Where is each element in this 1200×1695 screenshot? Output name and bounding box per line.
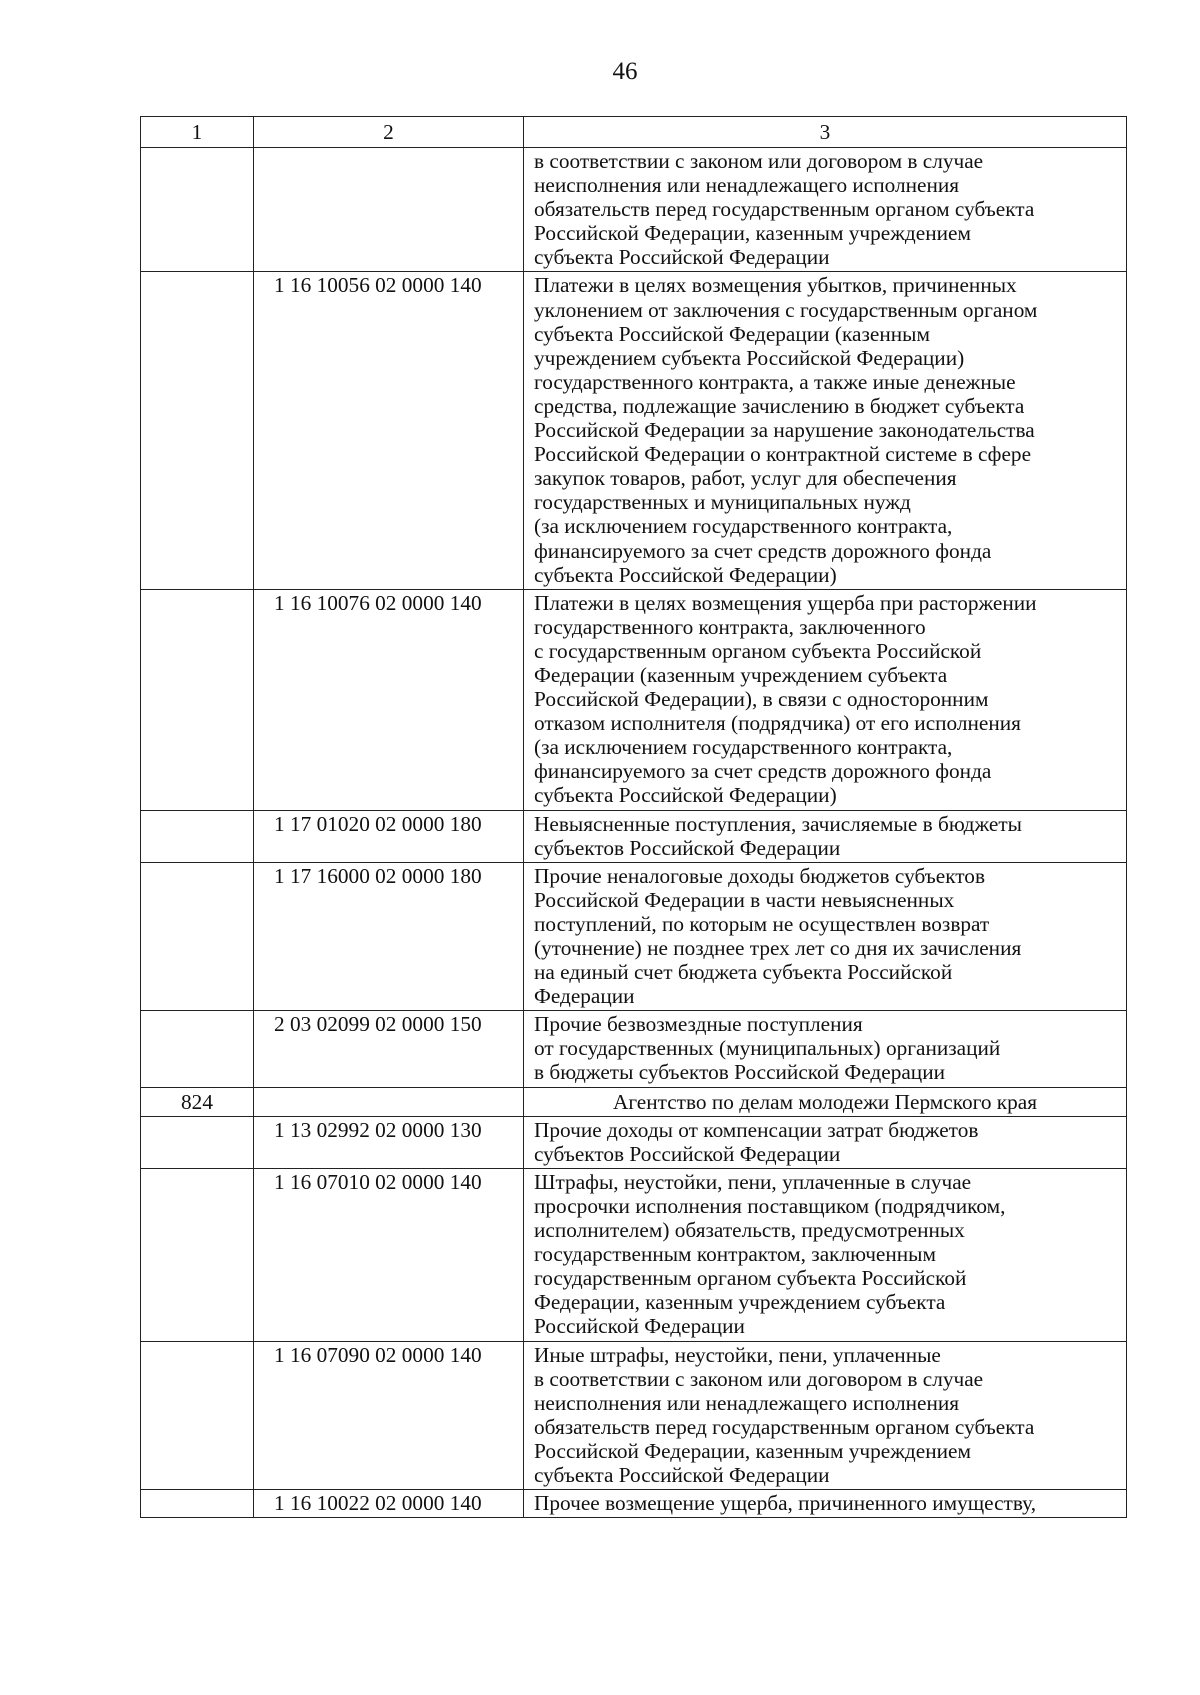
admin-code-cell: 824	[141, 1087, 254, 1116]
description-line: поступлений, по которым не осуществлен возврат	[534, 911, 990, 936]
description-line: государственного контракта, заключенного	[534, 614, 926, 639]
admin-code-cell	[141, 1116, 254, 1168]
table-row	[141, 1490, 1127, 1518]
description-line: (уточнение) не позднее трех лет со дня их зачисления	[534, 936, 1022, 960]
revenue-description-cell	[524, 148, 1127, 272]
description-line: Российской Федерации о контрактной системе в сфере	[534, 442, 1032, 467]
description-line: Невыясненные поступления, зачисляемые в бюджеты	[534, 811, 1022, 836]
revenue-code-cell	[254, 1087, 524, 1116]
admin-code-cell	[141, 272, 254, 589]
revenue-description-cell	[524, 862, 1127, 1011]
revenue-code-cell: 1 17 01020 02 0000 180	[254, 810, 524, 862]
description-line: государственного контракта, а также иные денежные	[534, 369, 1016, 394]
description-line: Прочие неналоговые доходы бюджетов субъектов	[534, 863, 986, 888]
table-row	[141, 810, 1127, 862]
revenue-code-cell: 1 16 10022 02 0000 140	[254, 1490, 524, 1518]
revenue-code-cell: 1 16 07010 02 0000 140	[254, 1168, 524, 1341]
revenue-description-cell	[524, 1168, 1127, 1341]
revenue-code-cell: 2 03 02099 02 0000 150	[254, 1011, 524, 1087]
description-line: Российской Федерации	[534, 1314, 745, 1339]
revenue-description-cell	[524, 589, 1127, 810]
description-line: закупок товаров, работ, услуг для обеспечения	[534, 466, 957, 491]
column-header-2: 2	[254, 117, 524, 148]
description-line: государственных и муниципальных нужд	[534, 490, 911, 515]
description-line: обязательств перед государственным органом субъекта	[534, 197, 1035, 222]
description-line: неисполнения или ненадлежащего исполнения	[534, 1390, 960, 1415]
revenue-description-cell	[524, 810, 1127, 862]
admin-code-cell	[141, 1168, 254, 1341]
budget-revenue-table	[140, 116, 1127, 1518]
table-row	[141, 1011, 1127, 1087]
admin-code-cell	[141, 1490, 254, 1518]
description-line: субъекта Российской Федерации (казенным	[534, 321, 930, 346]
table-header-row	[141, 117, 1127, 148]
description-line: Прочие доходы от компенсации затрат бюджетов	[534, 1117, 979, 1142]
admin-code-cell	[141, 1011, 254, 1087]
table-row	[141, 1087, 1127, 1116]
description-line: субъекта Российской Федерации	[534, 1462, 830, 1487]
admin-code-cell	[141, 862, 254, 1011]
revenue-description-cell	[524, 1011, 1127, 1087]
description-line: государственным контрактом, заключенным	[534, 1242, 936, 1267]
description-line: средства, подлежащие зачислению в бюджет субъекта	[534, 393, 1025, 418]
description-line: в соответствии с законом или договором в случае	[534, 1366, 984, 1391]
description-line: Штрафы, неустойки, пени, уплаченные в случае	[534, 1169, 972, 1194]
description-line: в соответствии с законом или договором в случае	[534, 149, 984, 173]
administrator-name-cell: Агентство по делам молодежи Пермского края	[524, 1087, 1127, 1116]
table-body	[141, 148, 1127, 1518]
description-line: от государственных (муниципальных) организаций	[534, 1036, 1001, 1061]
description-line: неисполнения или ненадлежащего исполнения	[534, 173, 960, 198]
table-row	[141, 272, 1127, 589]
admin-code-cell	[141, 589, 254, 810]
admin-code-cell	[141, 810, 254, 862]
description-line: финансируемого за счет средств дорожного фонда	[534, 759, 992, 784]
description-line: Федерации, казенным учреждением субъекта	[534, 1290, 946, 1315]
table-row	[141, 1116, 1127, 1168]
column-header-1: 1	[141, 117, 254, 148]
page-number: 46	[612, 58, 638, 85]
description-line: с государственным органом субъекта Российской	[534, 638, 982, 663]
description-line: Платежи в целях возмещения убытков, причиненных	[534, 273, 1017, 298]
description-line: Федерации	[534, 984, 635, 1009]
revenue-description-cell	[524, 1341, 1127, 1490]
description-line: Российской Федерации за нарушение законодательства	[534, 418, 1035, 443]
admin-code-cell	[141, 1341, 254, 1490]
table-row	[141, 1168, 1127, 1341]
description-line: субъектов Российской Федерации	[534, 835, 841, 860]
description-line: субъекта Российской Федерации)	[534, 783, 837, 808]
table-row	[141, 1341, 1127, 1490]
description-line: Платежи в целях возмещения ущерба при расторжении	[534, 590, 1037, 615]
revenue-code-cell: 1 16 10076 02 0000 140	[254, 589, 524, 810]
admin-code-cell	[141, 148, 254, 272]
description-line: на единый счет бюджета субъекта Российской	[534, 960, 953, 985]
revenue-description-cell	[524, 1490, 1127, 1518]
description-line: Российской Федерации в части невыясненных	[534, 887, 955, 912]
description-line: Российской Федерации), в связи с односторонним	[534, 687, 989, 712]
description-line: (за исключением государственного контракта,	[534, 735, 953, 760]
table-row	[141, 589, 1127, 810]
revenue-description-cell	[524, 1116, 1127, 1168]
description-line: просрочки исполнения поставщиком (подрядчиком,	[534, 1193, 1006, 1218]
description-line: Российской Федерации, казенным учреждением	[534, 221, 971, 246]
description-line: исполнителем) обязательств, предусмотренных	[534, 1218, 965, 1243]
revenue-code-cell: 1 17 16000 02 0000 180	[254, 862, 524, 1011]
revenue-code-cell	[254, 148, 524, 272]
description-line: финансируемого за счет средств дорожного фонда	[534, 538, 992, 563]
description-line: Российской Федерации, казенным учреждением	[534, 1438, 971, 1463]
description-line: Прочие безвозмездные поступления	[534, 1012, 863, 1037]
column-header-3: 3	[524, 117, 1127, 148]
table-row	[141, 862, 1127, 1011]
revenue-code-cell: 1 16 07090 02 0000 140	[254, 1341, 524, 1490]
revenue-code-cell: 1 16 10056 02 0000 140	[254, 272, 524, 589]
description-line: учреждением субъекта Российской Федерации)	[534, 345, 965, 370]
description-line: Прочее возмещение ущерба, причиненного имуществу,	[534, 1491, 1037, 1516]
description-line: отказом исполнителя (подрядчика) от его исполнения	[534, 711, 1021, 736]
description-line: субъекта Российской Федерации)	[534, 562, 837, 587]
description-line: уклонением от заключения с государственным органом	[534, 297, 1038, 322]
revenue-code-cell: 1 13 02992 02 0000 130	[254, 1116, 524, 1168]
description-line: Федерации (казенным учреждением субъекта	[534, 662, 948, 687]
description-line: субъекта Российской Федерации	[534, 245, 830, 270]
description-line: в бюджеты субъектов Российской Федерации	[534, 1060, 945, 1085]
description-line: обязательств перед государственным органом субъекта	[534, 1414, 1035, 1439]
description-line: Иные штрафы, неустойки, пени, уплаченные	[534, 1342, 941, 1367]
description-line: (за исключением государственного контракта,	[534, 514, 953, 539]
description-line: субъектов Российской Федерации	[534, 1141, 841, 1166]
table-row	[141, 148, 1127, 272]
description-line: государственным органом субъекта Российской	[534, 1266, 967, 1291]
revenue-description-cell	[524, 272, 1127, 589]
